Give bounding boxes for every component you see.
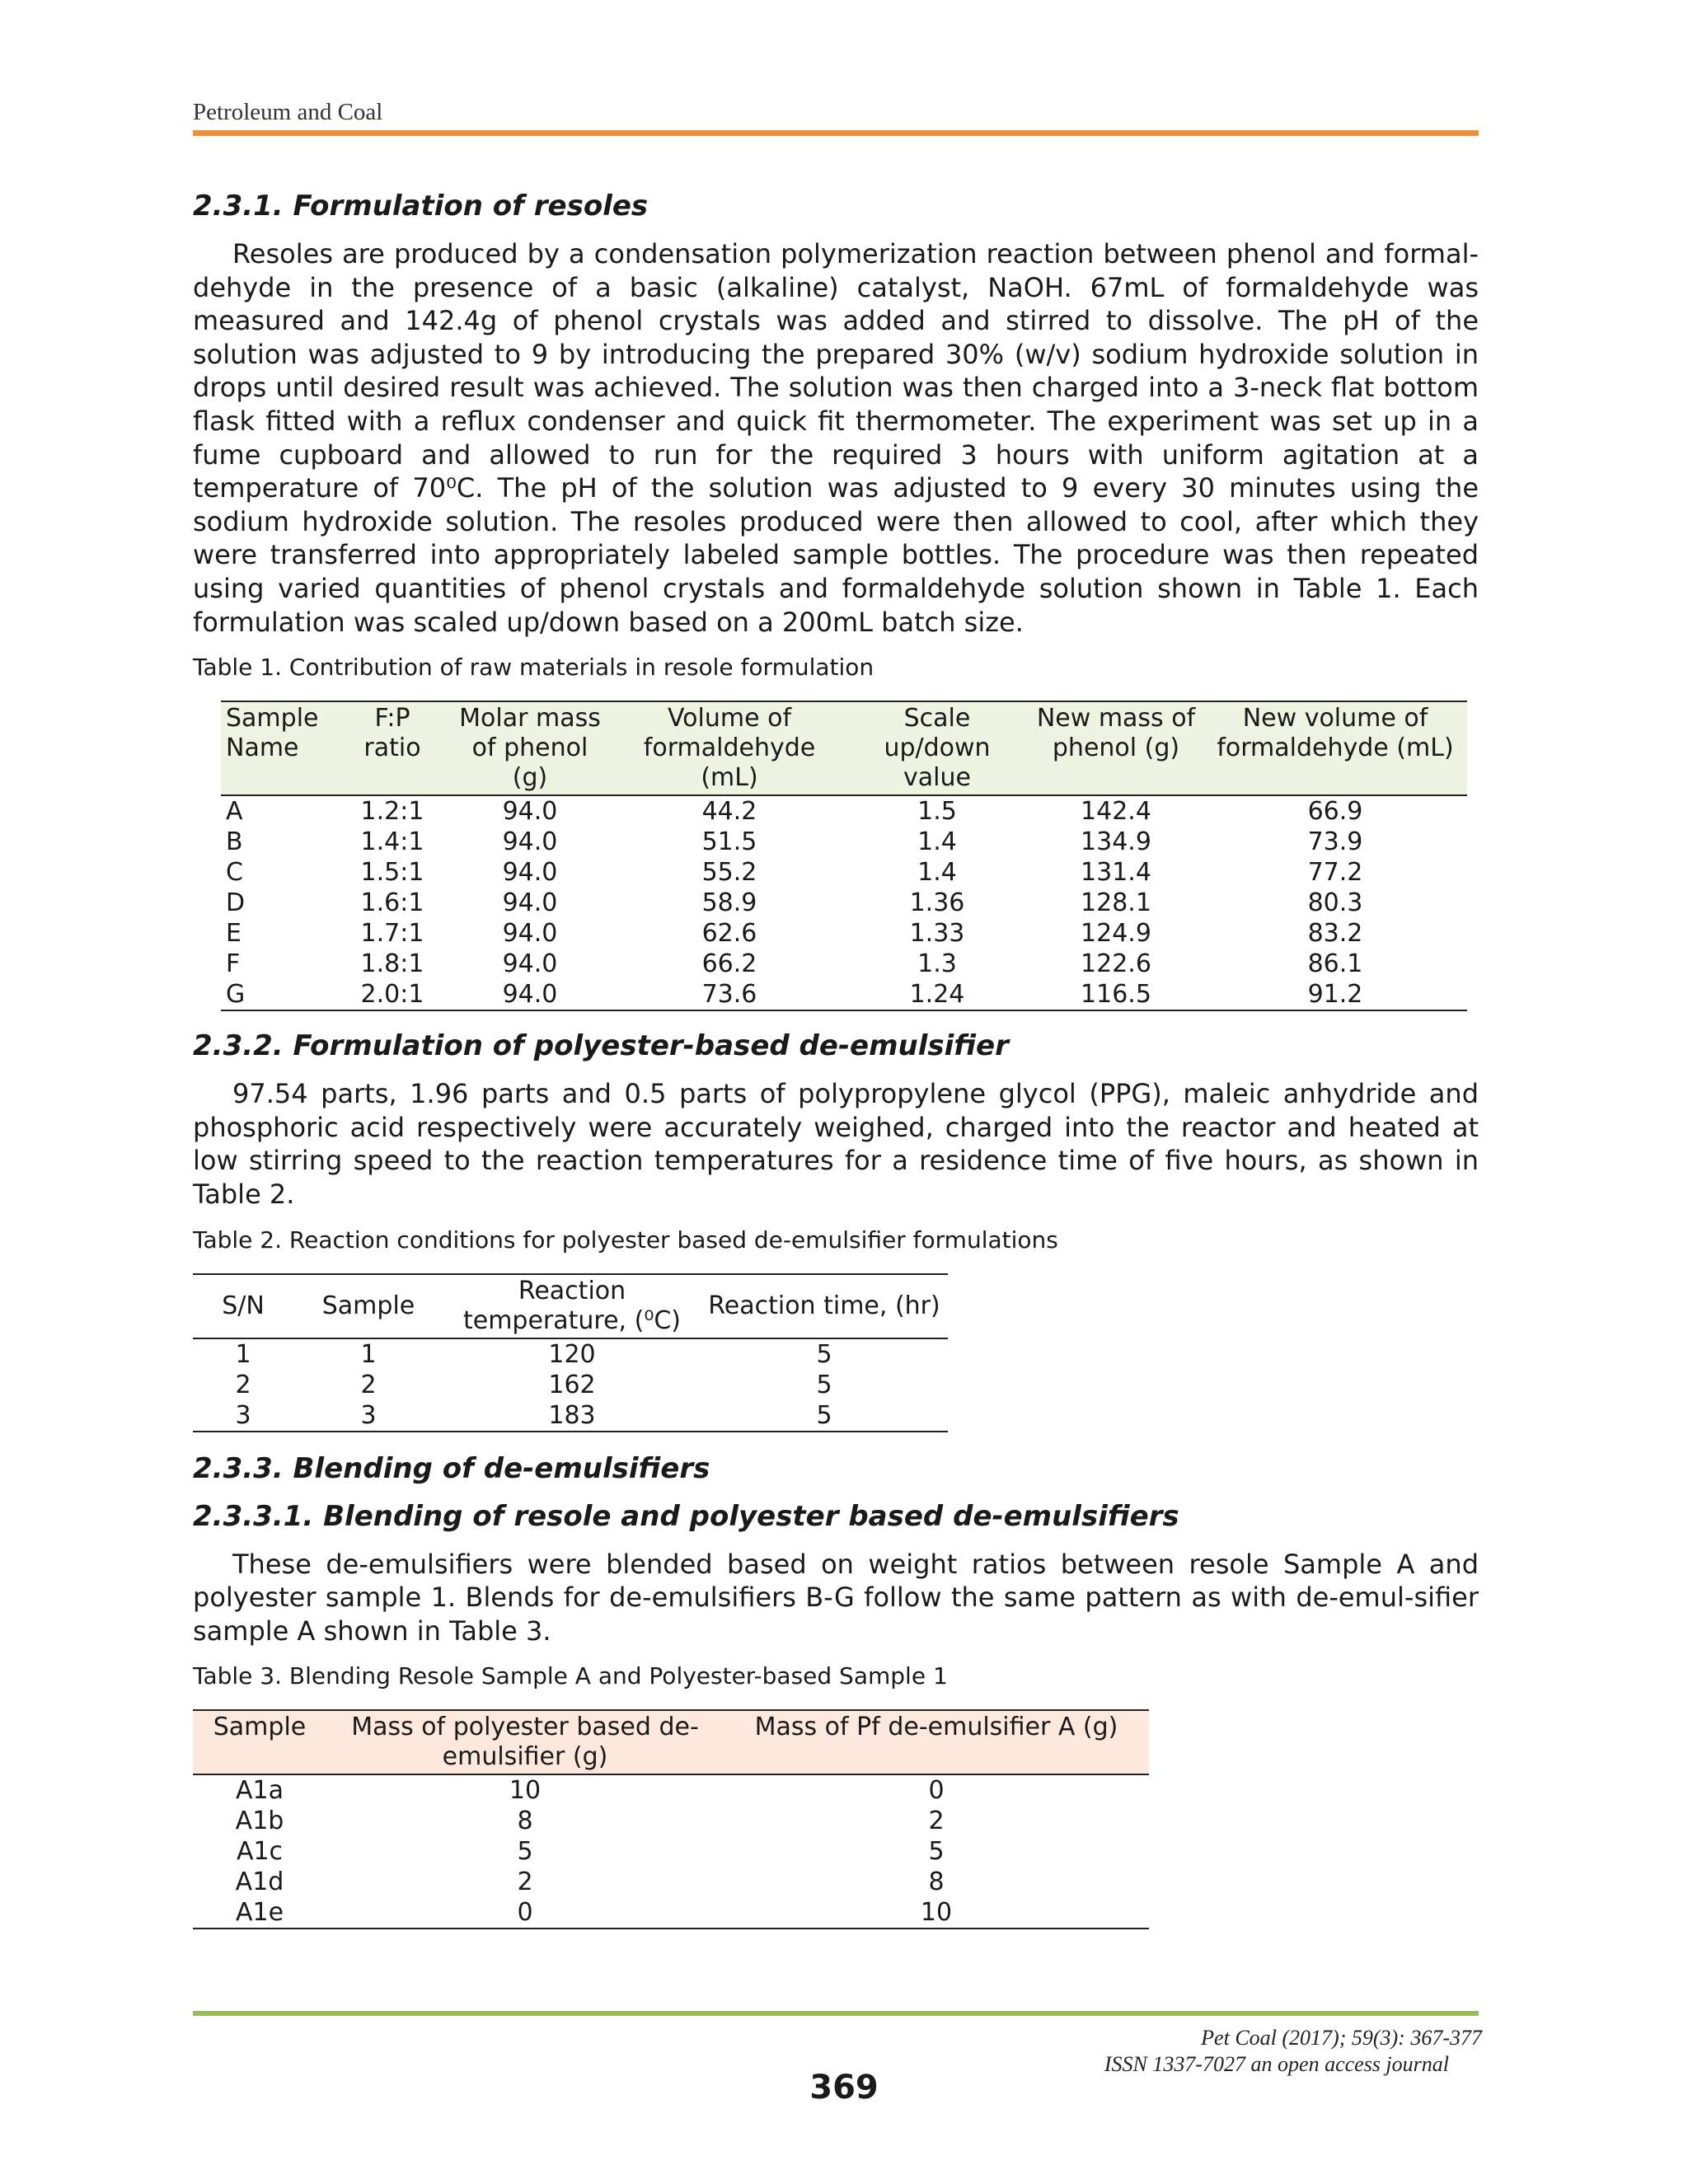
table-cell: D [226,888,246,918]
table-cell: 124.9 [1081,919,1151,949]
table-cell: 183 [548,1400,596,1430]
table2-header-cell: Sample [321,1291,415,1320]
table-cell: 122.6 [1081,949,1151,979]
table1-header-cell: F:P ratio [338,701,447,795]
table-cell: 5 [816,1339,832,1369]
table-row [221,949,1467,979]
table-cell: 0 [517,1898,533,1928]
table3-header-row [193,1710,1149,1774]
table-row [193,1836,1149,1867]
table-cell: 94.0 [502,980,558,1010]
table-cell: 73.9 [1307,827,1363,857]
paragraph-polyester: 97.54 parts, 1.96 parts and 0.5 parts of polypropylene glycol (PPG), maleic anhydride and phosphoric acid respectively were accurately weighed, charged into the reactor and heated at low stirring speed to the reaction temperatures for a residence time of five hours, as shown in Table 2. [193,1078,1479,1210]
table-cell: 1 [360,1339,377,1369]
table-cell: 94.0 [502,949,558,979]
table-cell: 58.9 [701,888,757,918]
table-cell: 0 [928,1776,945,1806]
table2-body [193,1338,948,1432]
table-cell: 5 [928,1837,945,1867]
table2-header-row [193,1274,948,1338]
table-cell: 2 [235,1370,251,1399]
table-cell: 1.36 [909,888,965,918]
table-row [221,888,1467,918]
table3-header-cell: Mass of Pf de-emulsifier A (g) [724,1710,1149,1774]
table-cell: 116.5 [1081,980,1151,1010]
table3-header-cell: Mass of polyester based de-emulsifier (g) [326,1710,724,1774]
table-cell: 1.33 [909,919,965,949]
table-cell: 2 [360,1370,377,1399]
table-cell: 86.1 [1307,949,1363,979]
table-cell: 134.9 [1081,827,1151,857]
table-cell: A1c [236,1837,284,1867]
table-row [193,1400,948,1432]
table-cell: 8 [928,1868,945,1897]
footer-citation: Pet Coal (2017); 59(3): 367-377 [1201,2026,1482,2050]
table-cell: G [226,980,246,1010]
table-cell: 94.0 [502,827,558,857]
section-heading-2-3-1: 2.3.1. Formulation of resoles [193,190,649,223]
table-cell: E [226,919,241,949]
table-cell: 1.2:1 [360,797,424,827]
table-row [221,827,1467,857]
table-cell: 55.2 [701,858,757,888]
table3-body [193,1774,1149,1929]
table-cell: 83.2 [1307,919,1363,949]
table-cell: 1.7:1 [360,919,424,949]
table-row [193,1338,948,1370]
table-cell: 77.2 [1307,858,1363,888]
table-cell: 66.9 [1307,797,1363,827]
table-cell: 1.4:1 [360,827,424,857]
table1-header-cell: Scale up/down value [846,701,1029,795]
table-cell: 10 [920,1898,953,1928]
table1-body [221,795,1467,1010]
table-cell: A1d [235,1868,284,1897]
table-cell: 5 [816,1400,832,1430]
paragraph-resoles: Resoles are produced by a condensation polymerization reaction between phenol and formal-dehyde in the presence of a basic (alkaline) catalyst, NaOH. 67mL of formaldehyde was measured and 142.4g of phenol crystals was added and stirred to dissolve. The pH of the solution was adjusted to 9 by introducing the prepared 30% (w/v) sodium hydroxide solution in drops until desired result was achieved. The solution was then charged into a 3-neck flat bottom flask fitted with a reflux condenser and quick fit thermometer. The experiment was set up in a fume cupboard and allowed to run for the required 3 hours with uniform agitation at a temperature of 70⁰C. The pH of the solution was adjusted to 9 every 30 minutes using the sodium hydroxide solution. The resoles produced were then allowed to cool, after which they were transferred into appropriately labeled sample bottles. The procedure was then repeated using varied quantities of phenol crystals and formaldehyde solution shown in Table 1. Each formulation was scaled up/down based on a 200mL batch size. [193,238,1479,638]
table-cell: 3 [235,1400,251,1430]
table-cell: A [226,797,243,827]
table-cell: A1e [235,1898,284,1928]
table2-header-cell: Reaction time, (hr) [708,1291,940,1320]
table-row [193,1897,1149,1929]
table-cell: 3 [360,1400,377,1430]
table1 [221,701,1467,1011]
table-cell: 128.1 [1081,888,1151,918]
table-row [221,857,1467,888]
section-heading-2-3-3-1: 2.3.3.1. Blending of resole and polyester based de-emulsifiers [193,1499,1179,1533]
table1-header-row [221,701,1467,795]
table-cell: 1.3 [917,949,957,979]
header-rule [193,130,1479,136]
table3-caption: Table 3. Blending Resole Sample A and Polyester-based Sample 1 [193,1662,948,1690]
table-cell: 1.8:1 [360,949,424,979]
table-cell: 94.0 [502,888,558,918]
table-cell: 142.4 [1081,797,1151,827]
table1-header-cell: Sample Name [221,701,338,795]
table-row [193,1774,1149,1806]
table-cell: 1.6:1 [360,888,424,918]
table-cell: 44.2 [701,797,757,827]
table-cell: 1.24 [909,980,965,1010]
table-cell: 2 [517,1868,533,1897]
table-cell: 66.2 [701,949,757,979]
table-cell: 94.0 [502,858,558,888]
table-cell: 73.6 [701,980,757,1010]
table-row [193,1867,1149,1897]
table-cell: 1.4 [917,858,957,888]
table-cell: 94.0 [502,797,558,827]
table-cell: 62.6 [701,919,757,949]
footer-rule [193,2011,1479,2016]
table1-header-cell: New volume of formaldehyde (mL) [1203,701,1467,795]
table2-header-cell: Reaction temperature, (⁰C) [462,1276,682,1335]
table-cell: 2.0:1 [360,980,424,1010]
table2-caption: Table 2. Reaction conditions for polyester based de-emulsifier formulations [193,1226,1058,1254]
table-cell: C [226,858,243,888]
table-cell: 1 [235,1339,251,1369]
table-cell: 5 [816,1370,832,1399]
paragraph-blending: These de-emulsifiers were blended based on weight ratios between resole Sample A and polyester sample 1. Blends for de-emulsifiers B-G follow the same pattern as with de-emul-sifier sample A shown in Table 3. [193,1548,1479,1647]
table-cell: A1b [235,1807,284,1836]
table-row [221,795,1467,827]
table-cell: F [226,949,241,979]
table-cell: 10 [509,1776,542,1806]
table1-header-cell: Molar mass of phenol (g) [447,701,613,795]
table-row [221,918,1467,949]
table-cell: 94.0 [502,919,558,949]
table3-header-cell: Sample [193,1710,326,1774]
table-cell: A1a [236,1776,284,1806]
table-cell: 131.4 [1081,858,1151,888]
section-heading-2-3-3: 2.3.3. Blending of de-emulsifiers [193,1451,710,1485]
table1-header-cell: New mass of phenol (g) [1029,701,1203,795]
table-cell: 162 [548,1370,596,1399]
table-cell: 120 [548,1339,596,1369]
footer-issn: ISSN 1337-7027 an open access journal [1104,2052,1449,2076]
table-cell: 2 [928,1807,945,1836]
table-cell: 1.5 [917,797,957,827]
section-heading-2-3-2: 2.3.2. Formulation of polyester-based de-emulsifier [193,1029,1009,1063]
table-row [193,1806,1149,1836]
table1-header-cell: Volume of formaldehyde (mL) [613,701,846,795]
table-row [193,1370,948,1400]
table-row [221,979,1467,1010]
journal-name: Petroleum and Coal [193,99,383,125]
table-cell: 80.3 [1307,888,1363,918]
table2 [193,1273,948,1432]
table2-header-cell: S/N [222,1291,265,1320]
table-cell: 8 [517,1807,533,1836]
table1-caption: Table 1. Contribution of raw materials in resole formulation [193,654,874,682]
table-cell: B [226,827,243,857]
table-cell: 1.4 [917,827,957,857]
page-number: 369 [809,2069,879,2107]
table3 [193,1709,1149,1929]
table-cell: 5 [517,1837,533,1867]
table-cell: 1.5:1 [360,858,424,888]
table-cell: 51.5 [701,827,757,857]
page-content [193,190,1479,1929]
table-cell: 91.2 [1307,980,1363,1010]
